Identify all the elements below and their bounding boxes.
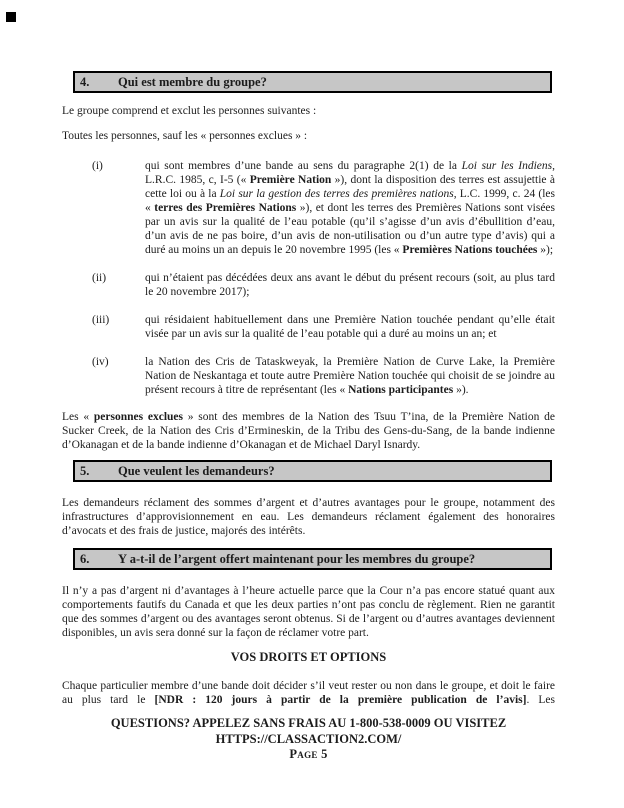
- list-marker: (ii): [92, 272, 107, 284]
- list-item-text: qui résidaient habituellement dans une Première Nation touchée pendant qu’elle était visée par un avis sur la qualité de l’eau potable qui a duré au moins un an; et: [145, 314, 555, 340]
- list-item-text: la Nation des Cris de Tataskweyak, la Première Nation de Curve Lake, la Première Nation de Neskantaga et toute autre Première Nation touchée qui choisit de se joindre au présent recours à titre de représentant (les « Nations participantes »).: [145, 356, 555, 396]
- list-item-iii: [62, 313, 555, 341]
- list-marker: (iii): [92, 314, 110, 326]
- list-item-iv: [62, 355, 555, 397]
- section-header-5: [73, 460, 552, 482]
- footer-url: HTTPS://CLASSACTION2.COM/: [215, 731, 402, 746]
- excluded-persons-paragraph: Les « personnes exclues » sont des membres de la Nation des Tsuu T’ina, de la Première Nation de Sucker Creek, de la Nation des Cris d’Ermineskin, de la Tribu des Gens-du-Sang, de la bande indienne d’Okanagan et de la bande indienne d’Okanagan et de Michael Daryl Isnardy.: [62, 411, 555, 451]
- list-item-ii: [62, 271, 555, 299]
- intro-paragraph-2: Toutes les personnes, sauf les « personnes exclues » :: [62, 130, 308, 142]
- rights-paragraph: Chaque particulier membre d’une bande doit décider s’il veut rester ou non dans le groupe, et doit le faire au plus tard le [NDR : 120 jours à partir de la première publication de l’avis]. Les: [62, 680, 556, 706]
- section-title: Que veulent les demandeurs?: [118, 464, 275, 478]
- list-marker: (i): [92, 160, 103, 172]
- scan-artifact: [6, 12, 16, 22]
- list-marker: (iv): [92, 356, 109, 368]
- footer-questions-line: QUESTIONS? APPELEZ SANS FRAIS AU 1-800-538-0009 OU VISITEZ: [110, 716, 507, 730]
- document-body: [62, 0, 555, 763]
- section-header-4: [73, 71, 552, 93]
- page-number: Page 5: [289, 747, 328, 761]
- rights-and-options-heading: VOS DROITS ET OPTIONS: [230, 650, 387, 664]
- intro-paragraph-1: Le groupe comprend et exclut les personnes suivantes :: [62, 105, 317, 117]
- list-item-text: qui sont membres d’une bande au sens du paragraphe 2(1) de la Loi sur les Indiens, L.R.C. 1985, c, I-5 (« Première Nation »), dont la disposition des terres est assujettie à cette loi ou à la Loi sur la gestion des terres des premières nations, L.C. 1999, c. 24 (les « terres des Premières Nations »), et dont les terres des Premières Nations sont visées par un avis sur la qualité de l’eau potable (qu’il s’agisse d’un avis d’ébullition d’eau, d’un avis de ne pas boire, d’un avis de non-utilisation ou d’un autre type d’avis) qui a duré au moins un an depuis le 20 novembre 1995 (les « Premières Nations touchées »);: [145, 160, 556, 256]
- section-header-6: [73, 548, 552, 570]
- section-number: 4.: [80, 75, 90, 89]
- section-5-paragraph: Les demandeurs réclament des sommes d’argent et d’autres avantages pour le groupe, notamment des infrastructures d’approvisionnement en eau. Les demandeurs réclament également des honoraires d’avocats et des frais de justice, majorés des intérêts.: [62, 497, 555, 537]
- section-6-paragraph: Il n’y a pas d’argent ni d’avantages à l’heure actuelle parce que la Cour n’a pas encore statué quant aux comportements fautifs du Canada et que les deux parties n’ont pas conclu de règlement. Rien ne garantit que des sommes d’argent ou des avantages seront obtenus. Si de l’argent ou d’autres avantages deviennent disponibles, un avis sera donné sur la façon de réclamer votre part.: [62, 585, 555, 639]
- page-footer: [62, 716, 555, 763]
- section-title: Y a-t-il de l’argent offert maintenant pour les membres du groupe?: [118, 552, 476, 566]
- list-item-i: [62, 159, 555, 257]
- definition-list: [62, 159, 555, 397]
- section-number: 5.: [80, 464, 90, 478]
- section-title: Qui est membre du groupe?: [118, 75, 267, 89]
- list-item-text: qui n’étaient pas décédées deux ans avant le début du présent recours (soit, au plus tard le 20 novembre 2017);: [145, 272, 555, 298]
- section-number: 6.: [80, 552, 90, 566]
